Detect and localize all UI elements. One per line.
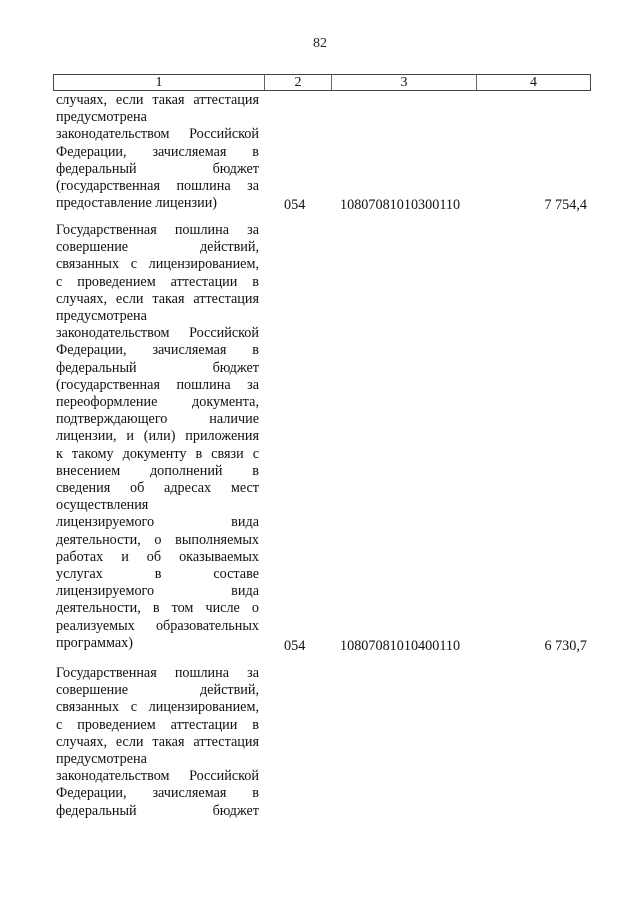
row-description [56,92,259,212]
text-line: законодательством Российской [56,325,259,342]
text-line: случаях, если такая аттестация [56,733,259,750]
text-line: услугах в составе [56,566,259,583]
column-header-2: 2 [265,75,332,90]
column-header-1: 1 [54,75,265,90]
text-line: лицензируемого вида [56,514,259,531]
text-line: предусмотрена [56,308,147,325]
text-line: осуществления [56,497,149,514]
text-line: связанных с лицензированием, [56,699,259,716]
text-line: предоставление лицензии) [56,195,218,212]
text-line: федеральный бюджет [56,359,259,376]
text-line: работах и об оказываемых [56,548,259,565]
text-line: Государственная пошлина за [56,222,259,238]
text-line: Государственная пошлина за [56,665,259,681]
text-line: законодательством Российской [56,768,259,785]
text-line: программах) [56,634,133,651]
text-line: переоформление документа, [56,394,259,411]
amount: 6 730,7 [544,638,587,654]
text-line: внесением дополнений в [56,462,259,479]
text-line: случаях, если такая аттестация [56,92,259,108]
text-line: предусмотрена [56,109,147,126]
row-description [56,222,259,652]
text-line: Федерации, зачисляемая в [56,342,259,359]
text-line: с проведением аттестации в [56,273,259,290]
text-line: федеральный бюджет [56,802,259,819]
text-line: деятельности, в том числе о [56,600,259,617]
text-line: совершение действий, [56,239,259,256]
text-line: подтверждающего наличие [56,411,259,428]
text-line: Федерации, зачисляемая в [56,785,259,802]
text-line: Федерации, зачисляемая в [56,143,259,160]
page-number: 82 [313,36,327,51]
kbk-code: 10807081010400110 [340,638,461,654]
text-line: лицензии, и (или) приложения [56,428,259,445]
text-line: федеральный бюджет [56,160,259,177]
text-line: законодательством Российской [56,126,259,143]
text-line: связанных с лицензированием, [56,256,259,273]
text-line: к такому документу в связи с [56,445,259,462]
text-line: сведения об адресах мест [56,480,259,497]
table-header-row [53,74,591,91]
text-line: реализуемых образовательных [56,617,259,634]
text-line: деятельности, о выполняемых [56,531,259,548]
kbk-code: 10807081010300110 [340,197,461,213]
text-line: (государственная пошлина за [56,178,259,195]
row-description [56,665,259,820]
text-line: предусмотрена [56,751,147,768]
amount: 7 754,4 [544,197,587,213]
column-header-3: 3 [332,75,477,90]
column-header-4: 4 [530,75,537,90]
text-line: (государственная пошлина за [56,376,259,393]
text-line: случаях, если такая аттестация [56,290,259,307]
admin-code: 054 [284,197,306,213]
text-line: лицензируемого вида [56,583,259,600]
text-line: с проведением аттестации в [56,716,259,733]
text-line: совершение действий, [56,682,259,699]
admin-code: 054 [284,638,306,654]
